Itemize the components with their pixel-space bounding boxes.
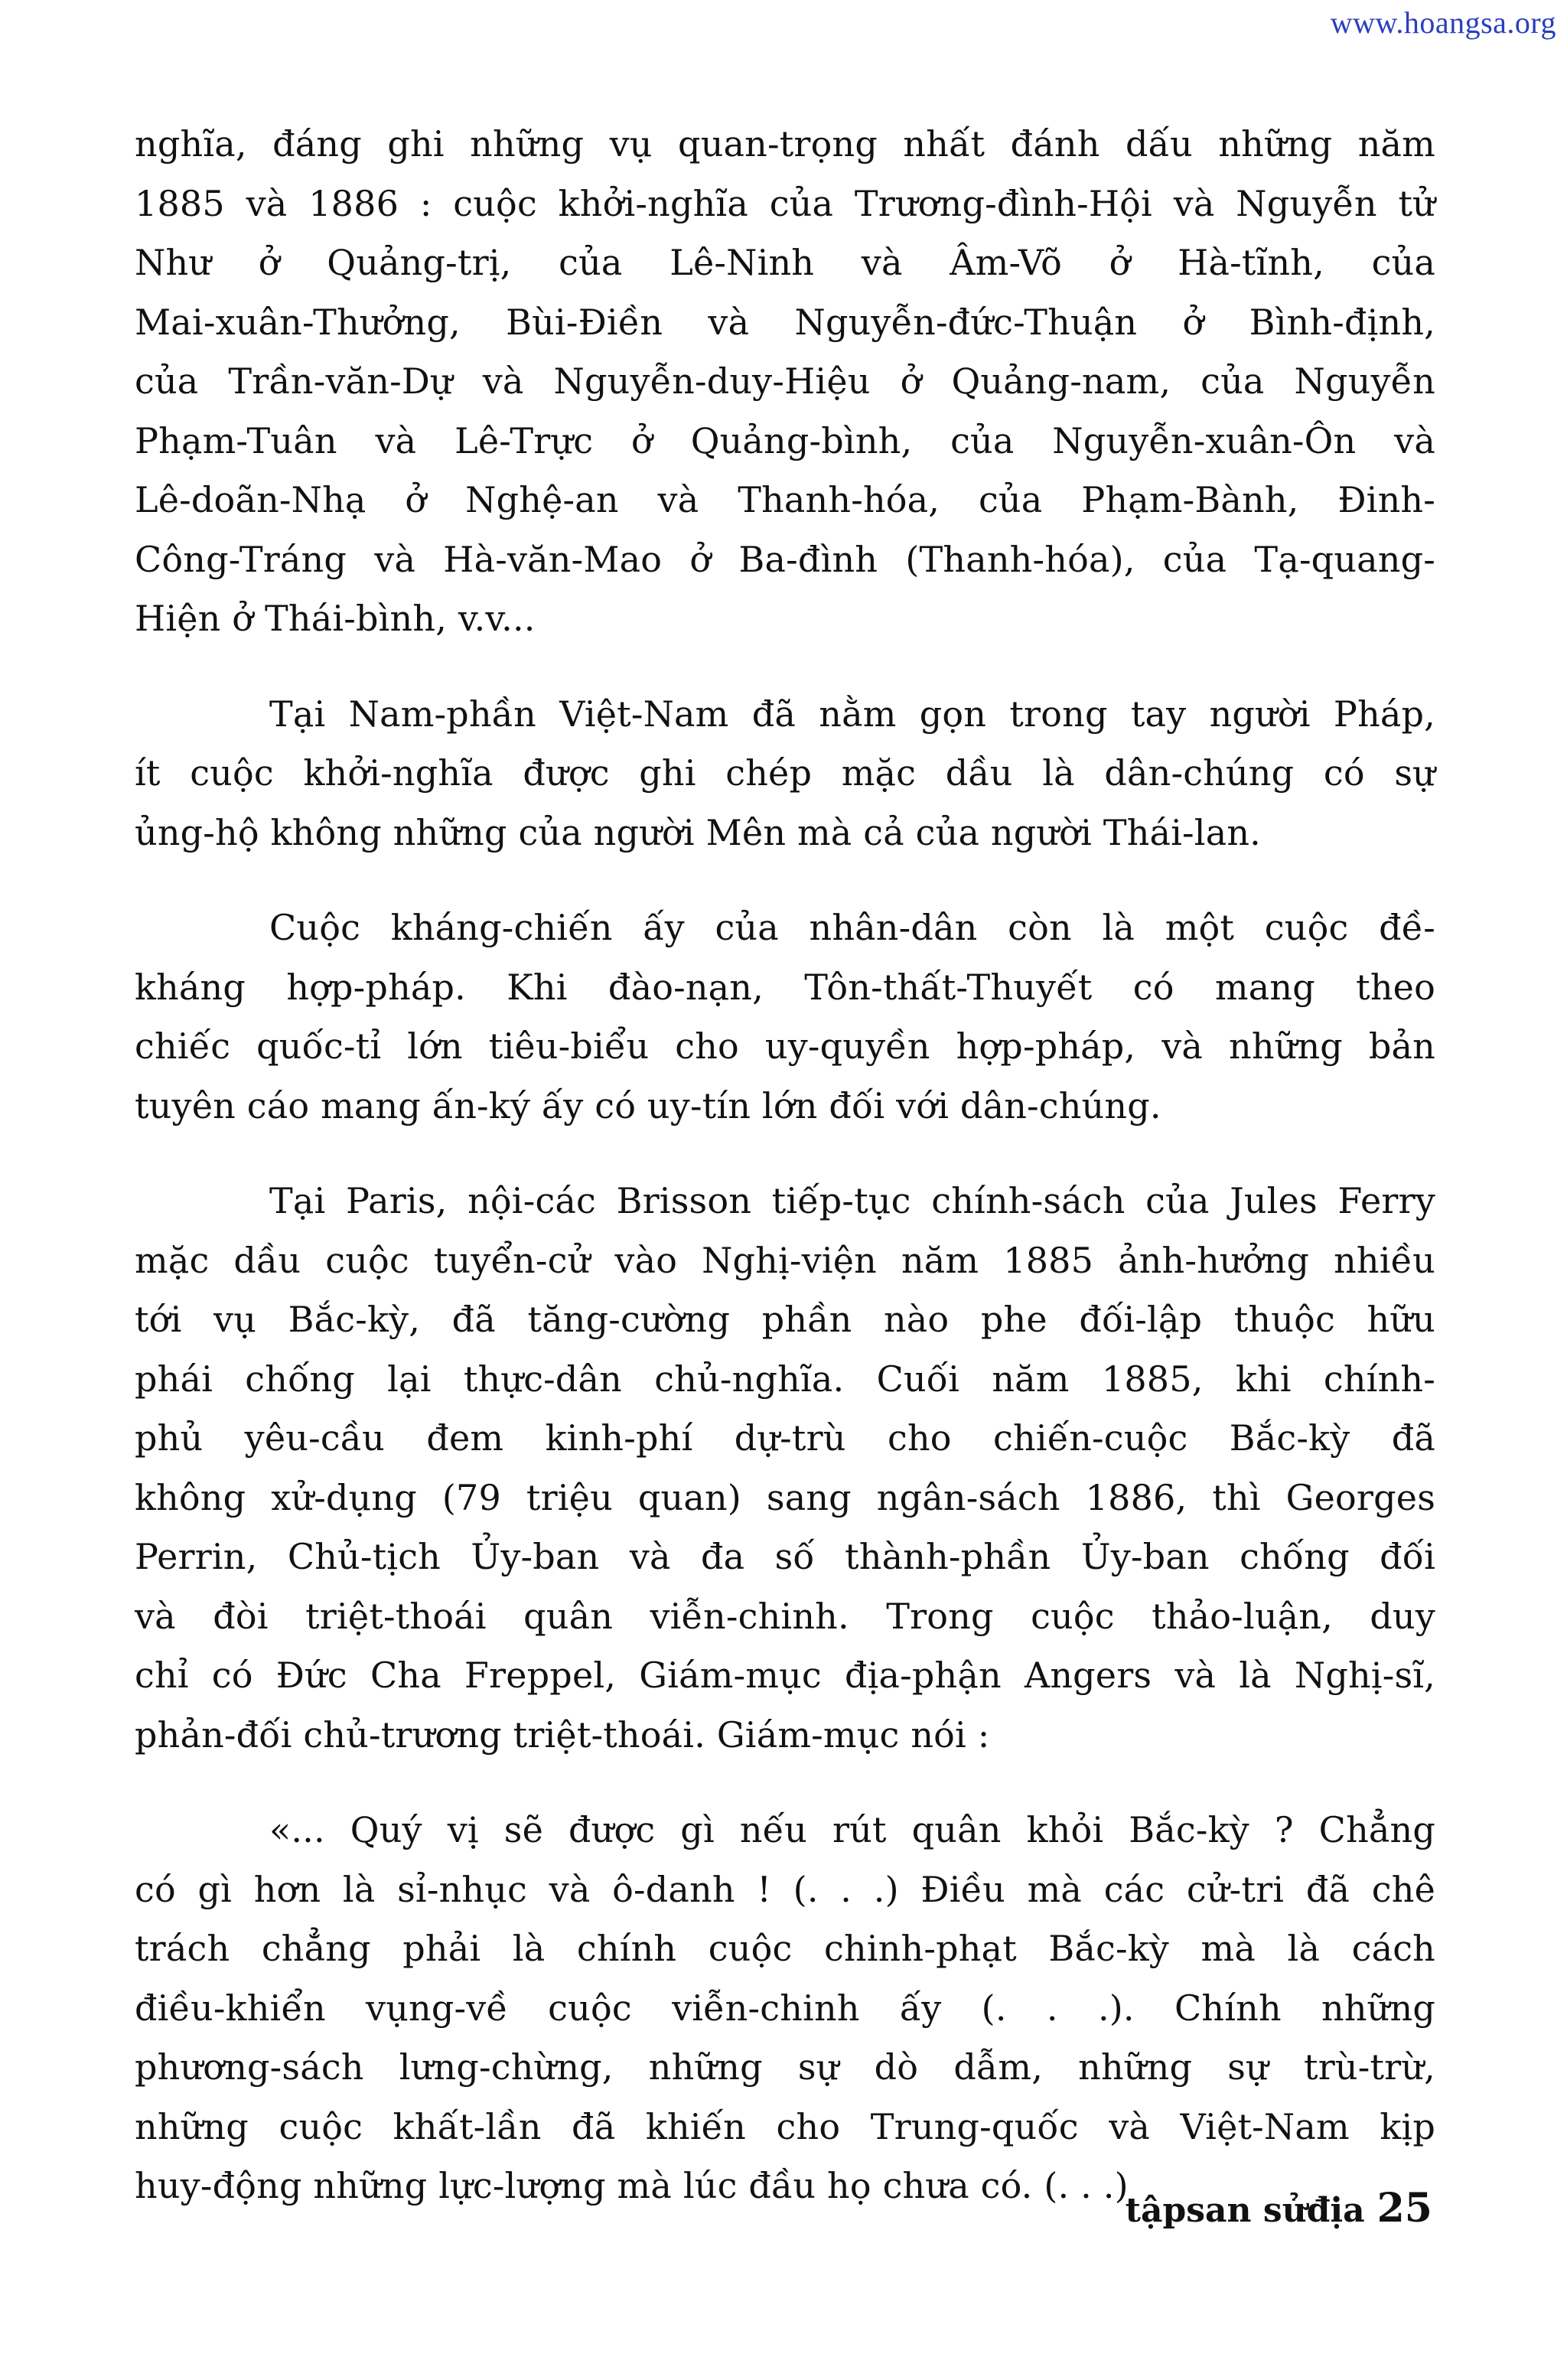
text-line: tuyên cáo mang ấn-ký ấy có uy-tín lớn đối với dân-chúng.: [135, 1084, 1161, 1126]
text-line: không xử-dụng (79 triệu quan) sang ngân-sách 1886, thì Georges: [135, 1476, 1435, 1518]
text-line: của Trần-văn-Dự và Nguyễn-duy-Hiệu ở Quảng-nam, của Nguyễn: [135, 360, 1435, 402]
paragraph: [135, 1172, 1435, 1765]
text-line: Cuộc kháng-chiến ấy của nhân-dân còn là một cuộc đề-: [269, 907, 1435, 948]
text-line: chiếc quốc-tỉ lớn tiêu-biểu cho uy-quyền hợp-pháp, và những bản: [135, 1025, 1435, 1067]
paragraph: [135, 685, 1435, 863]
text-line: Tại Nam-phần Việt-Nam đã nằm gọn trong tay người Pháp,: [269, 693, 1435, 735]
watermark-url[interactable]: www.hoangsa.org: [1330, 5, 1556, 40]
paragraph: [135, 1801, 1435, 2216]
footer-page-number: 25: [1376, 2185, 1432, 2232]
text-line: Mai-xuân-Thưởng, Bùi-Điền và Nguyễn-đức-Thuận ở Bình-định,: [135, 301, 1435, 343]
text-line: phủ yêu-cầu đem kinh-phí dự-trù cho chiến-cuộc Bắc-kỳ đã: [135, 1417, 1435, 1459]
footer-journal-title: tậpsan sửđịa: [1125, 2191, 1365, 2230]
text-line: Tại Paris, nội-các Brisson tiếp-tục chính-sách của Jules Ferry: [269, 1180, 1435, 1221]
paragraph-gap: [135, 1136, 1435, 1172]
text-line: Lê-doãn-Nhạ ở Nghệ-an và Thanh-hóa, của Phạm-Bành, Đinh-: [135, 479, 1435, 520]
text-line: điều-khiển vụng-về cuộc viễn-chinh ấy (. . .). Chính những: [135, 1987, 1435, 2029]
text-line: Như ở Quảng-trị, của Lê-Ninh và Âm-Võ ở Hà-tĩnh, của: [135, 242, 1435, 283]
text-line: ủng-hộ không những của người Mên mà cả của người Thái-lan.: [135, 811, 1261, 853]
text-line: mặc dầu cuộc tuyển-cử vào Nghị-viện năm 1885 ảnh-hưởng nhiều: [135, 1239, 1435, 1281]
text-line: trách chẳng phải là chính cuộc chinh-phạt Bắc-kỳ mà là cách: [135, 1928, 1435, 1969]
text-line: chỉ có Đức Cha Freppel, Giám-mục địa-phận Angers và là Nghị-sĩ,: [135, 1655, 1435, 1696]
paragraph-gap: [135, 1765, 1435, 1801]
paragraph-gap: [135, 649, 1435, 685]
text-line: «... Quý vị sẽ được gì nếu rút quân khỏi Bắc-kỳ ? Chẳng: [269, 1809, 1435, 1850]
text-line: và đòi triệt-thoái quân viễn-chinh. Trong cuộc thảo-luận, duy: [135, 1595, 1435, 1637]
footer: [1126, 2185, 1432, 2232]
text-line: Perrin, Chủ-tịch Ủy-ban và đa số thành-phần Ủy-ban chống đối: [135, 1536, 1435, 1577]
text-line: Hiện ở Thái-bình, v.v...: [135, 598, 536, 639]
page-body: [135, 115, 1435, 2216]
text-line: phản-đối chủ-trương triệt-thoái. Giám-mục nói :: [135, 1713, 990, 1756]
text-line: 1885 và 1886 : cuộc khởi-nghĩa của Trương-đình-Hội và Nguyễn tử: [135, 182, 1435, 224]
paragraph: [135, 898, 1435, 1136]
text-line: Công-Tráng và Hà-văn-Mao ở Ba-đình (Thanh-hóa), của Tạ-quang-: [135, 538, 1435, 580]
text-line: ít cuộc khởi-nghĩa được ghi chép mặc dầu là dân-chúng có sự: [135, 752, 1435, 794]
text-line: có gì hơn là sỉ-nhục và ô-danh ! (. . .) Điều mà các cử-tri đã chê: [135, 1868, 1435, 1910]
text-line: Phạm-Tuân và Lê-Trực ở Quảng-bình, của Nguyễn-xuân-Ôn và: [135, 419, 1435, 461]
paragraph-gap: [135, 862, 1435, 898]
text-line: nghĩa, đáng ghi những vụ quan-trọng nhất đánh dấu những năm: [135, 123, 1435, 165]
text-line: phương-sách lưng-chừng, những sự dò dẫm, những sự trù-trừ,: [135, 2046, 1435, 2088]
text-line: tới vụ Bắc-kỳ, đã tăng-cường phần nào phe đối-lập thuộc hữu: [135, 1299, 1435, 1340]
text-line: những cuộc khất-lần đã khiến cho Trung-quốc và Việt-Nam kịp: [135, 2105, 1435, 2147]
paragraph: [135, 115, 1435, 649]
text-line: kháng hợp-pháp. Khi đào-nạn, Tôn-thất-Thuyết có mang theo: [135, 966, 1435, 1008]
text-line: phái chống lại thực-dân chủ-nghĩa. Cuối năm 1885, khi chính-: [135, 1358, 1435, 1400]
text-line: huy-động những lực-lượng mà lúc đầu họ chưa có. (. . .): [135, 2165, 1129, 2206]
